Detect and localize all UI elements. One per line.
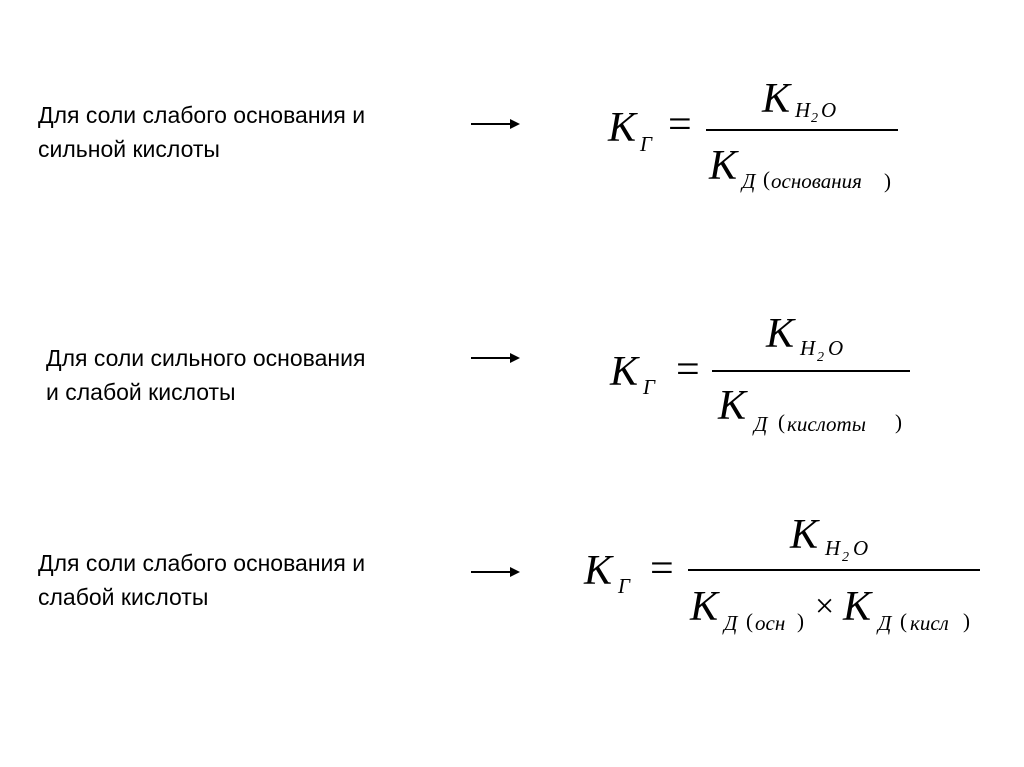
denominator-2-symbol: K: [843, 584, 872, 630]
row-3-text-line1: Для соли слабого основания и: [38, 550, 366, 576]
row-2-formula: [610, 311, 920, 441]
numerator-sub-O: O: [821, 98, 837, 122]
denominator-2-close-paren: ): [963, 609, 970, 633]
equals-sign: =: [668, 102, 692, 148]
denominator-close-paren: ): [895, 410, 902, 434]
denominator-open-paren: (: [763, 167, 770, 191]
denominator-close-paren: ): [884, 169, 891, 193]
denominator-symbol: K: [718, 383, 747, 429]
row-1-text-line2: сильной кислоты: [38, 136, 220, 162]
numerator-sub-2: 2: [811, 111, 818, 126]
denominator-1-open-paren: (: [746, 609, 753, 633]
fraction-bar: [712, 370, 910, 372]
equals-sign: =: [650, 546, 674, 592]
row-2-text: [46, 341, 365, 409]
times-sign: ×: [815, 588, 835, 625]
row-3-formula: [584, 514, 984, 644]
denominator-sub-D: Д: [742, 169, 756, 193]
denominator-symbol: K: [709, 143, 738, 189]
row-1-text-line1: Для соли слабого основания и: [38, 102, 366, 128]
numerator-sub-O: O: [828, 336, 844, 360]
lhs-symbol: K: [584, 548, 613, 594]
numerator-sub-H: H: [800, 336, 816, 360]
denominator-1-sub-D: Д: [724, 611, 738, 635]
denominator-2-sub-D: Д: [878, 611, 892, 635]
fraction-bar: [706, 129, 898, 131]
row-3-arrow-icon: [470, 565, 520, 579]
lhs-subscript: Г: [640, 132, 652, 156]
row-2-arrow-icon: [470, 351, 520, 365]
numerator-sub-H: H: [795, 98, 811, 122]
lhs-subscript: Г: [618, 574, 630, 598]
row-3-text: [38, 546, 365, 614]
lhs-symbol: K: [608, 105, 637, 151]
numerator-sub-H: H: [825, 536, 841, 560]
row-1-arrow-icon: [470, 117, 520, 131]
denominator-word: кислоты: [787, 412, 866, 436]
numerator-symbol: K: [766, 311, 795, 357]
denominator-sub-D: Д: [754, 412, 768, 436]
row-1-text: [38, 98, 365, 166]
numerator-sub-2: 2: [842, 550, 849, 565]
row-2-text-line1: Для соли сильного основания: [46, 345, 366, 371]
denominator-2-word: кисл: [910, 611, 949, 635]
row-3-text-line2: слабой кислоты: [38, 584, 209, 610]
lhs-symbol: K: [610, 349, 639, 395]
denominator-1-close-paren: ): [797, 609, 804, 633]
denominator-word: основания: [771, 169, 862, 193]
fraction-bar: [688, 569, 980, 571]
denominator-open-paren: (: [778, 410, 785, 434]
numerator-sub-O: O: [853, 536, 869, 560]
row-1-formula: [608, 78, 908, 198]
lhs-subscript: Г: [643, 375, 655, 399]
numerator-symbol: K: [762, 76, 791, 122]
numerator-sub-2: 2: [817, 350, 824, 365]
denominator-2-open-paren: (: [900, 609, 907, 633]
denominator-1-word: осн: [755, 611, 786, 635]
denominator-1-symbol: K: [690, 584, 719, 630]
row-2-text-line2: и слабой кислоты: [46, 379, 236, 405]
equals-sign: =: [676, 347, 700, 393]
numerator-symbol: K: [790, 512, 819, 558]
